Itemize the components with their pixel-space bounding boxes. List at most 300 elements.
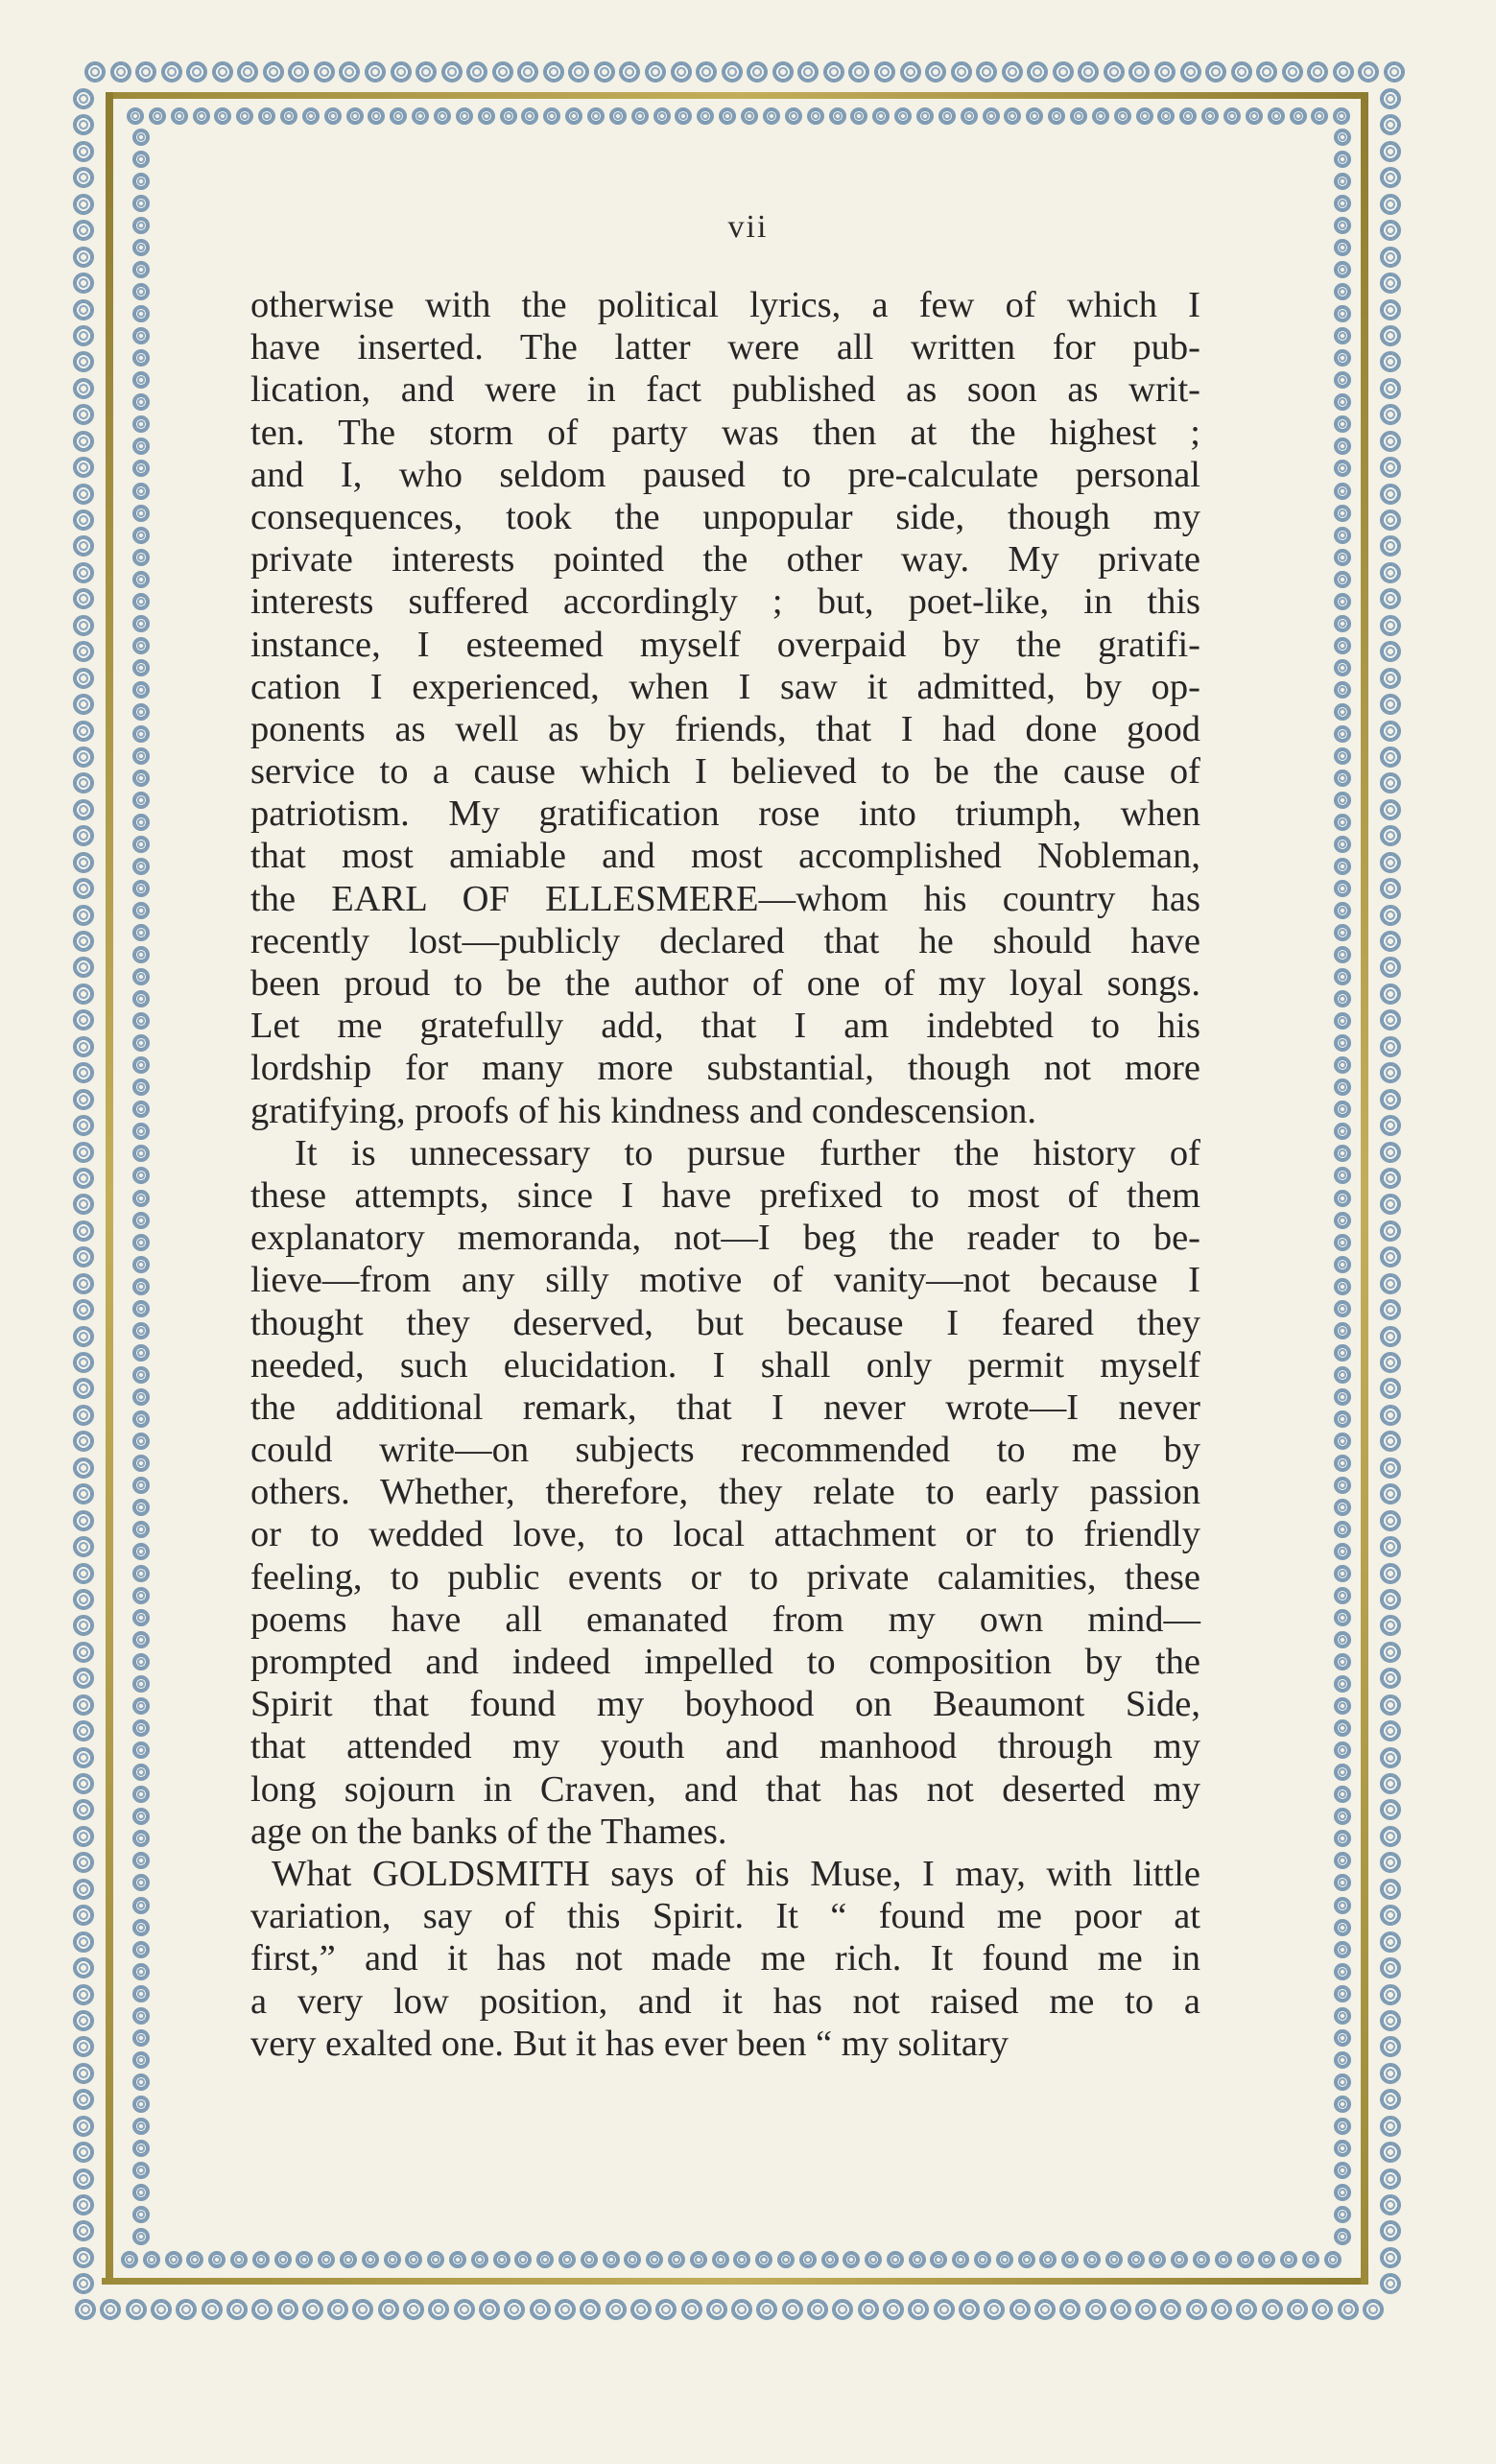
- rosette-ornament-icon: [132, 549, 150, 566]
- rosette-ornament-icon: [132, 571, 150, 588]
- rosette-ornament-icon: [132, 483, 150, 500]
- rosette-ornament-icon: [132, 1388, 150, 1406]
- rosette-ornament-icon: [1380, 114, 1401, 135]
- rosette-ornament-icon: [1380, 668, 1401, 689]
- rosette-ornament-icon: [1380, 1668, 1401, 1689]
- rosette-ornament-icon: [1380, 351, 1401, 372]
- rosette-ornament-icon: [1334, 2140, 1351, 2157]
- rosette-ornament-icon: [821, 2251, 839, 2268]
- rosette-ornament-icon: [441, 61, 463, 83]
- rosette-ornament-icon: [1334, 1543, 1351, 1560]
- rosette-ornament-icon: [1105, 2251, 1123, 2268]
- text-line: variation, say of this Spirit. It “ found me poor at: [250, 1896, 1200, 1937]
- rosette-ornament-icon: [132, 1499, 150, 1516]
- rosette-ornament-icon: [1334, 1587, 1351, 1604]
- rosette-ornament-icon: [1380, 2142, 1401, 2163]
- text-line: that attended my youth and manhood through my: [250, 1726, 1200, 1767]
- rosette-ornament-icon: [1380, 721, 1401, 742]
- rosette-ornament-icon: [208, 2251, 226, 2268]
- rosette-ornament-icon: [127, 107, 144, 125]
- text-line: explanatory memoranda, not—I beg the reader to be-: [250, 1218, 1200, 1259]
- rosette-ornament-icon: [1211, 2299, 1232, 2320]
- text-line: poems have all emanated from my own mind—: [250, 1599, 1200, 1640]
- rosette-ornament-icon: [73, 1563, 94, 1584]
- rosette-ornament-icon: [1334, 946, 1351, 963]
- rosette-ornament-icon: [302, 2299, 323, 2320]
- rosette-ornament-icon: [581, 2251, 598, 2268]
- text-line: ten. The storm of party was then at the highest ;: [250, 412, 1200, 453]
- rosette-ornament-icon: [1380, 1536, 1401, 1557]
- rosette-ornament-icon: [73, 957, 94, 978]
- rosette-ornament-icon: [237, 61, 258, 83]
- rosette-ornament-icon: [1334, 1477, 1351, 1494]
- rosette-ornament-icon: [959, 2299, 980, 2320]
- rosette-ornament-icon: [1380, 1115, 1401, 1136]
- rosette-ornament-icon: [73, 2089, 94, 2110]
- rosette-ornament-icon: [416, 61, 437, 83]
- rosette-ornament-icon: [73, 2273, 94, 2294]
- text-line: What GOLDSMITH says of his Muse, I may, with little: [272, 1853, 1200, 1894]
- rosette-ornament-icon: [1334, 1256, 1351, 1273]
- rosette-ornament-icon: [1380, 1879, 1401, 1900]
- rosette-ornament-icon: [132, 1985, 150, 2002]
- rosette-ornament-icon: [132, 747, 150, 765]
- bottom-inner-ornament-border: [121, 2249, 1342, 2270]
- rosette-ornament-icon: [73, 1957, 94, 1978]
- rosette-ornament-icon: [976, 61, 997, 83]
- rosette-ornament-icon: [132, 1808, 150, 1825]
- rosette-ornament-icon: [1334, 593, 1351, 610]
- rosette-ornament-icon: [1380, 1062, 1401, 1083]
- rosette-ornament-icon: [73, 1589, 94, 1610]
- rosette-ornament-icon: [1282, 61, 1303, 83]
- rosette-ornament-icon: [1334, 1609, 1351, 1626]
- rosette-ornament-icon: [73, 2194, 94, 2215]
- text-line: It is unnecessary to pursue further the history of: [295, 1132, 1200, 1173]
- rosette-ornament-icon: [132, 1056, 150, 1074]
- rosette-ornament-icon: [132, 1278, 150, 1295]
- rosette-ornament-icon: [1334, 1322, 1351, 1339]
- rosette-ornament-icon: [1380, 1563, 1401, 1584]
- top-outer-ornament-border: [84, 59, 1405, 84]
- rosette-ornament-icon: [681, 2299, 702, 2320]
- rosette-ornament-icon: [1380, 1326, 1401, 1347]
- rosette-ornament-icon: [1334, 1410, 1351, 1428]
- rosette-ornament-icon: [73, 2063, 94, 2084]
- rosette-ornament-icon: [1171, 2251, 1188, 2268]
- rosette-ornament-icon: [799, 2251, 817, 2268]
- rosette-ornament-icon: [73, 114, 94, 135]
- rosette-ornament-icon: [1258, 2251, 1275, 2268]
- rosette-ornament-icon: [73, 1510, 94, 1531]
- rosette-ornament-icon: [807, 107, 824, 125]
- rosette-ornament-icon: [202, 2299, 223, 2320]
- rosette-ornament-icon: [984, 2299, 1005, 2320]
- text-line: others. Whether, therefore, they relate to early passion: [250, 1472, 1200, 1513]
- rosette-ornament-icon: [1334, 1764, 1351, 1781]
- rosette-ornament-icon: [73, 588, 94, 609]
- rosette-ornament-icon: [412, 107, 429, 125]
- rosette-ornament-icon: [466, 61, 487, 83]
- rosette-ornament-icon: [1004, 107, 1021, 125]
- rosette-ornament-icon: [606, 2299, 627, 2320]
- rosette-ornament-icon: [712, 2251, 729, 2268]
- rosette-ornament-icon: [132, 770, 150, 787]
- rosette-ornament-icon: [1380, 509, 1401, 531]
- text-line: or to wedded love, to local attachment or to friendly: [250, 1514, 1200, 1555]
- rosette-ornament-icon: [73, 1852, 94, 1873]
- rosette-ornament-icon: [132, 880, 150, 897]
- rosette-ornament-icon: [428, 2299, 449, 2320]
- rosette-ornament-icon: [132, 615, 150, 632]
- rosette-ornament-icon: [655, 2299, 677, 2320]
- rosette-ornament-icon: [73, 1431, 94, 1452]
- rosette-ornament-icon: [132, 1344, 150, 1362]
- rosette-ornament-icon: [631, 107, 649, 125]
- rosette-ornament-icon: [1334, 1499, 1351, 1516]
- text-line: very exalted one. But it has ever been “ my solitary: [250, 2023, 1009, 2064]
- rosette-ornament-icon: [132, 703, 150, 721]
- rosette-ornament-icon: [1380, 299, 1401, 320]
- rosette-ornament-icon: [73, 1747, 94, 1768]
- rosette-ornament-icon: [1034, 2299, 1056, 2320]
- text-line: gratifying, proofs of his kindness and condescension.: [250, 1090, 1037, 1131]
- rosette-ornament-icon: [1380, 141, 1401, 162]
- rosette-ornament-icon: [1380, 1168, 1401, 1189]
- rosette-ornament-icon: [132, 2206, 150, 2223]
- rosette-ornament-icon: [132, 902, 150, 919]
- rosette-ornament-icon: [706, 2299, 727, 2320]
- rosette-ornament-icon: [843, 2251, 860, 2268]
- rosette-ornament-icon: [132, 1609, 150, 1626]
- rosette-ornament-icon: [1380, 2036, 1401, 2057]
- rosette-ornament-icon: [73, 1615, 94, 1636]
- rosette-ornament-icon: [132, 2073, 150, 2091]
- rosette-ornament-icon: [132, 415, 150, 433]
- text-line: lication, and were in fact published as soon as writ-: [250, 369, 1200, 411]
- rosette-ornament-icon: [1193, 2251, 1210, 2268]
- rosette-ornament-icon: [961, 107, 978, 125]
- rosette-ornament-icon: [1334, 1675, 1351, 1693]
- rosette-ornament-icon: [132, 924, 150, 941]
- rosette-ornament-icon: [1338, 2299, 1359, 2320]
- rosette-ornament-icon: [1380, 1720, 1401, 1741]
- rosette-ornament-icon: [1334, 505, 1351, 522]
- rosette-ornament-icon: [132, 1366, 150, 1384]
- rosette-ornament-icon: [909, 2251, 926, 2268]
- gold-frame-top: [109, 92, 1368, 99]
- rosette-ornament-icon: [1104, 61, 1125, 83]
- rosette-ornament-icon: [132, 659, 150, 676]
- rosette-ornament-icon: [340, 2251, 357, 2268]
- rosette-ornament-icon: [938, 107, 956, 125]
- rosette-ornament-icon: [132, 261, 150, 278]
- rosette-ornament-icon: [916, 107, 934, 125]
- rosette-ornament-icon: [454, 2299, 475, 2320]
- rosette-ornament-icon: [1380, 562, 1401, 583]
- rosette-ornament-icon: [1380, 1089, 1401, 1110]
- rosette-ornament-icon: [132, 2118, 150, 2135]
- rosette-ornament-icon: [132, 2051, 150, 2069]
- rosette-ornament-icon: [1380, 1036, 1401, 1057]
- rosette-ornament-icon: [132, 1410, 150, 1428]
- rosette-ornament-icon: [1380, 1352, 1401, 1373]
- rosette-ornament-icon: [73, 799, 94, 820]
- rosette-ornament-icon: [132, 1212, 150, 1229]
- rosette-ornament-icon: [832, 2299, 853, 2320]
- rosette-ornament-icon: [1262, 2299, 1283, 2320]
- rosette-ornament-icon: [1333, 107, 1350, 125]
- text-line: these attempts, since I have prefixed to most of them: [250, 1174, 1200, 1216]
- rosette-ornament-icon: [1380, 1246, 1401, 1268]
- rosette-ornament-icon: [1334, 2118, 1351, 2135]
- rosette-ornament-icon: [132, 173, 150, 190]
- rosette-ornament-icon: [132, 1034, 150, 1052]
- text-line: private interests pointed the other way. My private: [250, 539, 1200, 580]
- rosette-ornament-icon: [850, 107, 867, 125]
- rosette-ornament-icon: [543, 61, 564, 83]
- rosette-ornament-icon: [1380, 2273, 1401, 2294]
- rosette-ornament-icon: [1334, 880, 1351, 897]
- rosette-ornament-icon: [73, 878, 94, 899]
- rosette-ornament-icon: [365, 61, 386, 83]
- rosette-ornament-icon: [1334, 1741, 1351, 1759]
- rosette-ornament-icon: [733, 2251, 750, 2268]
- left-outer-ornament-border: [71, 88, 96, 2295]
- rosette-ornament-icon: [252, 2251, 270, 2268]
- rosette-ornament-icon: [1380, 641, 1401, 662]
- text-line: otherwise with the political lyrics, a few of which I: [250, 285, 1200, 325]
- gold-frame-bottom: [102, 2278, 1365, 2285]
- rosette-ornament-icon: [1334, 902, 1351, 919]
- rosette-ornament-icon: [1334, 1897, 1351, 1914]
- rosette-ornament-icon: [580, 2299, 601, 2320]
- rosette-ornament-icon: [126, 2299, 147, 2320]
- rosette-ornament-icon: [951, 61, 972, 83]
- rosette-ornament-icon: [132, 792, 150, 809]
- rosette-ornament-icon: [1380, 1142, 1401, 1163]
- rosette-ornament-icon: [73, 299, 94, 320]
- rosette-ornament-icon: [132, 151, 150, 168]
- rosette-ornament-icon: [731, 2299, 752, 2320]
- rosette-ornament-icon: [1334, 1300, 1351, 1317]
- rosette-ornament-icon: [73, 1405, 94, 1426]
- rosette-ornament-icon: [690, 2251, 707, 2268]
- text-line: thought they deserved, but because I feared they: [250, 1302, 1200, 1343]
- rosette-ornament-icon: [73, 1668, 94, 1689]
- rosette-ornament-icon: [1380, 272, 1401, 294]
- rosette-ornament-icon: [1179, 107, 1197, 125]
- rosette-ornament-icon: [1380, 694, 1401, 715]
- rosette-ornament-icon: [1334, 770, 1351, 787]
- rosette-ornament-icon: [449, 2251, 466, 2268]
- rosette-ornament-icon: [1380, 588, 1401, 609]
- rosette-ornament-icon: [1380, 615, 1401, 636]
- rosette-ornament-icon: [1334, 615, 1351, 632]
- rosette-ornament-icon: [1092, 107, 1109, 125]
- rosette-ornament-icon: [668, 2251, 685, 2268]
- rosette-ornament-icon: [1135, 2299, 1156, 2320]
- rosette-ornament-icon: [132, 1123, 150, 1140]
- rosette-ornament-icon: [1334, 1344, 1351, 1362]
- rosette-ornament-icon: [1333, 61, 1354, 83]
- rosette-ornament-icon: [1334, 2007, 1351, 2025]
- rosette-ornament-icon: [1380, 484, 1401, 505]
- rosette-ornament-icon: [73, 1142, 94, 1163]
- rosette-ornament-icon: [646, 2251, 663, 2268]
- rosette-ornament-icon: [1334, 1388, 1351, 1406]
- rosette-ornament-icon: [1380, 852, 1401, 873]
- rosette-ornament-icon: [587, 107, 605, 125]
- rosette-ornament-icon: [73, 641, 94, 662]
- rosette-ornament-icon: [1027, 61, 1048, 83]
- rosette-ornament-icon: [1334, 371, 1351, 389]
- rosette-ornament-icon: [1334, 415, 1351, 433]
- rosette-ornament-icon: [1334, 1234, 1351, 1251]
- rosette-ornament-icon: [1380, 1905, 1401, 1926]
- rosette-ornament-icon: [132, 1697, 150, 1715]
- text-line: could write—on subjects recommended to me by: [250, 1430, 1200, 1471]
- rosette-ornament-icon: [1334, 173, 1351, 190]
- rosette-ornament-icon: [756, 2299, 777, 2320]
- rosette-ornament-icon: [1380, 431, 1401, 452]
- rosette-ornament-icon: [339, 61, 360, 83]
- rosette-ornament-icon: [73, 1273, 94, 1294]
- rosette-ornament-icon: [865, 2251, 882, 2268]
- rosette-ornament-icon: [132, 283, 150, 300]
- rosette-ornament-icon: [1237, 2251, 1254, 2268]
- rosette-ornament-icon: [1290, 107, 1307, 125]
- rosette-ornament-icon: [1380, 1431, 1401, 1452]
- rosette-ornament-icon: [73, 1220, 94, 1242]
- rosette-ornament-icon: [558, 2251, 576, 2268]
- rosette-ornament-icon: [73, 983, 94, 1005]
- rosette-ornament-icon: [73, 2168, 94, 2190]
- rosette-ornament-icon: [504, 2299, 525, 2320]
- rosette-ornament-icon: [378, 2299, 399, 2320]
- rosette-ornament-icon: [132, 1741, 150, 1759]
- rosette-ornament-icon: [1334, 1145, 1351, 1162]
- rosette-ornament-icon: [132, 505, 150, 522]
- rosette-ornament-icon: [73, 141, 94, 162]
- rosette-ornament-icon: [73, 1642, 94, 1663]
- rosette-ornament-icon: [478, 107, 495, 125]
- rosette-ornament-icon: [874, 61, 895, 83]
- rosette-ornament-icon: [697, 107, 714, 125]
- rosette-ornament-icon: [1334, 681, 1351, 699]
- rosette-ornament-icon: [630, 2299, 652, 2320]
- rosette-ornament-icon: [934, 2299, 955, 2320]
- rosette-ornament-icon: [73, 1984, 94, 2005]
- text-line: the additional remark, that I never wrote—I never: [250, 1386, 1200, 1428]
- rosette-ornament-icon: [73, 1536, 94, 1557]
- rosette-ornament-icon: [73, 1246, 94, 1268]
- rosette-ornament-icon: [132, 327, 150, 344]
- rosette-ornament-icon: [1078, 61, 1099, 83]
- rosette-ornament-icon: [132, 1433, 150, 1450]
- rosette-ornament-icon: [132, 2140, 150, 2157]
- rosette-ornament-icon: [908, 2299, 929, 2320]
- rosette-ornament-icon: [1380, 2194, 1401, 2215]
- rosette-ornament-icon: [434, 107, 451, 125]
- rosette-ornament-icon: [1157, 107, 1175, 125]
- rosette-ornament-icon: [165, 2251, 182, 2268]
- rosette-ornament-icon: [73, 351, 94, 372]
- rosette-ornament-icon: [829, 107, 846, 125]
- rosette-ornament-icon: [1380, 325, 1401, 346]
- text-line: and I, who seldom paused to pre-calculate personal: [250, 454, 1200, 495]
- rosette-ornament-icon: [1053, 61, 1074, 83]
- rosette-ornament-icon: [251, 2299, 273, 2320]
- rosette-ornament-icon: [132, 1631, 150, 1648]
- rosette-ornament-icon: [73, 167, 94, 188]
- rosette-ornament-icon: [1334, 460, 1351, 477]
- rosette-ornament-icon: [493, 2251, 511, 2268]
- rosette-ornament-icon: [132, 1256, 150, 1273]
- rosette-ornament-icon: [132, 1477, 150, 1494]
- rosette-ornament-icon: [1085, 2299, 1106, 2320]
- rosette-ornament-icon: [132, 305, 150, 322]
- rosette-ornament-icon: [1128, 61, 1150, 83]
- rosette-ornament-icon: [1186, 2299, 1207, 2320]
- rosette-ornament-icon: [327, 2299, 348, 2320]
- rosette-ornament-icon: [763, 107, 780, 125]
- rosette-ornament-icon: [1334, 1190, 1351, 1207]
- rosette-ornament-icon: [1380, 1378, 1401, 1399]
- text-line: have inserted. The latter were all written for pub-: [250, 327, 1200, 368]
- rosette-ornament-icon: [1334, 2051, 1351, 2069]
- rosette-ornament-icon: [1334, 129, 1351, 146]
- rosette-ornament-icon: [1334, 1078, 1351, 1096]
- rosette-ornament-icon: [521, 107, 538, 125]
- rosette-ornament-icon: [1380, 1615, 1401, 1636]
- rosette-ornament-icon: [777, 2251, 795, 2268]
- rosette-ornament-icon: [100, 2299, 121, 2320]
- rosette-ornament-icon: [1048, 107, 1065, 125]
- rosette-ornament-icon: [1380, 825, 1401, 846]
- rosette-ornament-icon: [1380, 1220, 1401, 1242]
- rosette-ornament-icon: [894, 107, 912, 125]
- rosette-ornament-icon: [1380, 1299, 1401, 1320]
- rosette-ornament-icon: [73, 272, 94, 294]
- rosette-ornament-icon: [1061, 2251, 1079, 2268]
- rosette-ornament-icon: [1302, 2251, 1319, 2268]
- rosette-ornament-icon: [1334, 2228, 1351, 2245]
- rosette-ornament-icon: [741, 107, 758, 125]
- rosette-ornament-icon: [390, 107, 407, 125]
- rosette-ornament-icon: [73, 1826, 94, 1847]
- text-line: first,” and it has not made me rich. It found me in: [250, 1938, 1200, 1979]
- rosette-ornament-icon: [1334, 2162, 1351, 2179]
- rosette-ornament-icon: [1334, 1830, 1351, 1847]
- rosette-ornament-icon: [132, 1322, 150, 1339]
- rosette-ornament-icon: [1380, 247, 1401, 268]
- rosette-ornament-icon: [1380, 905, 1401, 926]
- rosette-ornament-icon: [1110, 2299, 1131, 2320]
- text-line: recently lost—publicly declared that he should have: [250, 920, 1200, 961]
- rosette-ornament-icon: [1280, 2251, 1297, 2268]
- rosette-ornament-icon: [132, 968, 150, 985]
- rosette-ornament-icon: [925, 61, 946, 83]
- rosette-ornament-icon: [883, 2299, 904, 2320]
- rosette-ornament-icon: [132, 2096, 150, 2113]
- rosette-ornament-icon: [73, 1378, 94, 1399]
- rosette-ornament-icon: [352, 2299, 373, 2320]
- rosette-ornament-icon: [594, 61, 615, 83]
- rosette-ornament-icon: [1223, 107, 1241, 125]
- rosette-ornament-icon: [1268, 107, 1285, 125]
- rosette-ornament-icon: [296, 2251, 313, 2268]
